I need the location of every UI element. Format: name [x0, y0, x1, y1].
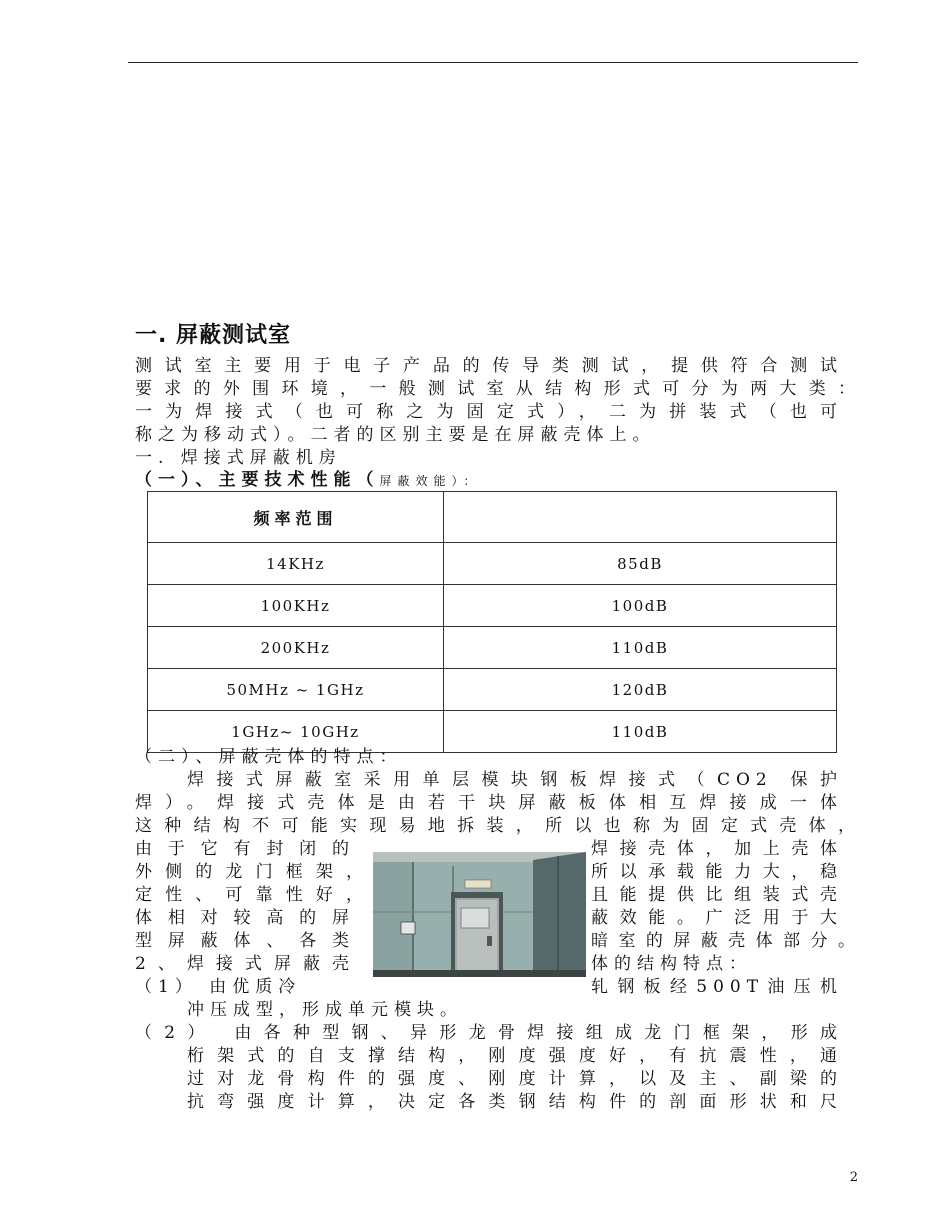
cell-frequency: 1GHz~ 10GHz	[148, 711, 444, 753]
wrap-left-3: 定性、可靠性好，	[135, 885, 369, 905]
perf-heading-main: （一）、主要技术性能（	[135, 470, 380, 490]
shielding-table	[147, 491, 837, 753]
shielded-room-photo	[373, 852, 586, 977]
section-title: 一. 屏蔽测试室	[135, 323, 292, 348]
wrap-right-6: 体的结构特点：	[591, 954, 752, 974]
wrap-left-7: （1） 由优质冷	[135, 977, 302, 997]
cell-effectiveness: 100dB	[444, 585, 837, 627]
wrap-right-7: 轧钢板经500T油压机	[591, 977, 843, 997]
intro-line-2: 要求的外围环境，一般测试室从结构形式可分为两大类：	[135, 379, 861, 399]
table-header-row	[148, 492, 837, 543]
wrap-left-5: 型屏蔽体、各类	[135, 931, 355, 951]
wrap-right-1: 焊接壳体，加上壳体	[591, 839, 843, 859]
item2-line-3: 过对龙骨构件的强度、刚度计算，以及主、副梁的	[187, 1069, 843, 1089]
cell-effectiveness: 85dB	[444, 543, 837, 585]
cell-frequency: 100KHz	[148, 585, 444, 627]
wrap-right-5: 暗室的屏蔽壳体部分。	[591, 931, 861, 951]
item2-line-1: （2） 由各种型钢、异形龙骨焊接组成龙门框架，形成	[135, 1023, 843, 1043]
intro-line-4: 称之为移动式）。二者的区别主要是在屏蔽壳体上。	[135, 425, 656, 445]
cell-effectiveness: 110dB	[444, 627, 837, 669]
wrap-right-4: 蔽效能。广泛用于大	[591, 908, 843, 928]
intro-line-3: 一为焊接式（也可称之为固定式），二为拼装式（也可	[135, 402, 843, 422]
header-effectiveness	[444, 492, 837, 543]
perf-heading	[135, 469, 482, 493]
header-rule	[128, 62, 858, 63]
item2-line-2: 桁架式的自支撑结构，刚度强度好，有抗震性，通	[187, 1046, 843, 1066]
cell-effectiveness: 110dB	[444, 711, 837, 753]
table-row	[148, 543, 837, 585]
wrap-left-2: 外侧的龙门框架，	[135, 862, 369, 882]
features-line-1: 焊接式屏蔽室采用单层模块钢板焊接式（CO2 保护	[187, 770, 843, 790]
wrap-right-3: 且能提供比组装式壳	[591, 885, 843, 905]
sub-heading: 一. 焊接式屏蔽机房	[135, 448, 342, 468]
table-row	[148, 627, 837, 669]
features-heading: （二）、屏蔽壳体的特点：	[135, 747, 403, 767]
wrap-left-6: 2、焊接式屏蔽壳	[135, 954, 355, 974]
wrap-left-1: 由于它有封闭的	[135, 839, 355, 859]
cell-frequency: 50MHz ~ 1GHz	[148, 669, 444, 711]
features-line-2: 焊）。焊接式壳体是由若干块屏蔽板体相互焊接成一体	[135, 793, 843, 813]
page-number: 2	[849, 1170, 858, 1185]
item1-continuation: 冲压成型，形成单元模块。	[187, 1000, 463, 1020]
features-line-3: 这种结构不可能实现易地拆装，所以也称为固定式壳体，	[135, 816, 861, 836]
intro-line-1: 测试室主要用于电子产品的传导类测试，提供符合测试	[135, 356, 843, 376]
cell-frequency: 14KHz	[148, 543, 444, 585]
table-row	[148, 669, 837, 711]
cell-frequency: 200KHz	[148, 627, 444, 669]
perf-heading-note: 屏蔽效能）：	[379, 474, 482, 488]
shielded-room-illustration	[373, 852, 586, 977]
table-row	[148, 585, 837, 627]
wrap-right-2: 所以承载能力大，稳	[591, 862, 843, 882]
wrap-left-4: 体相对较高的屏	[135, 908, 355, 928]
cell-effectiveness: 120dB	[444, 669, 837, 711]
header-frequency: 频率范围	[148, 492, 444, 543]
item2-line-4: 抗弯强度计算，决定各类钢结构件的剖面形状和尺	[187, 1092, 843, 1112]
